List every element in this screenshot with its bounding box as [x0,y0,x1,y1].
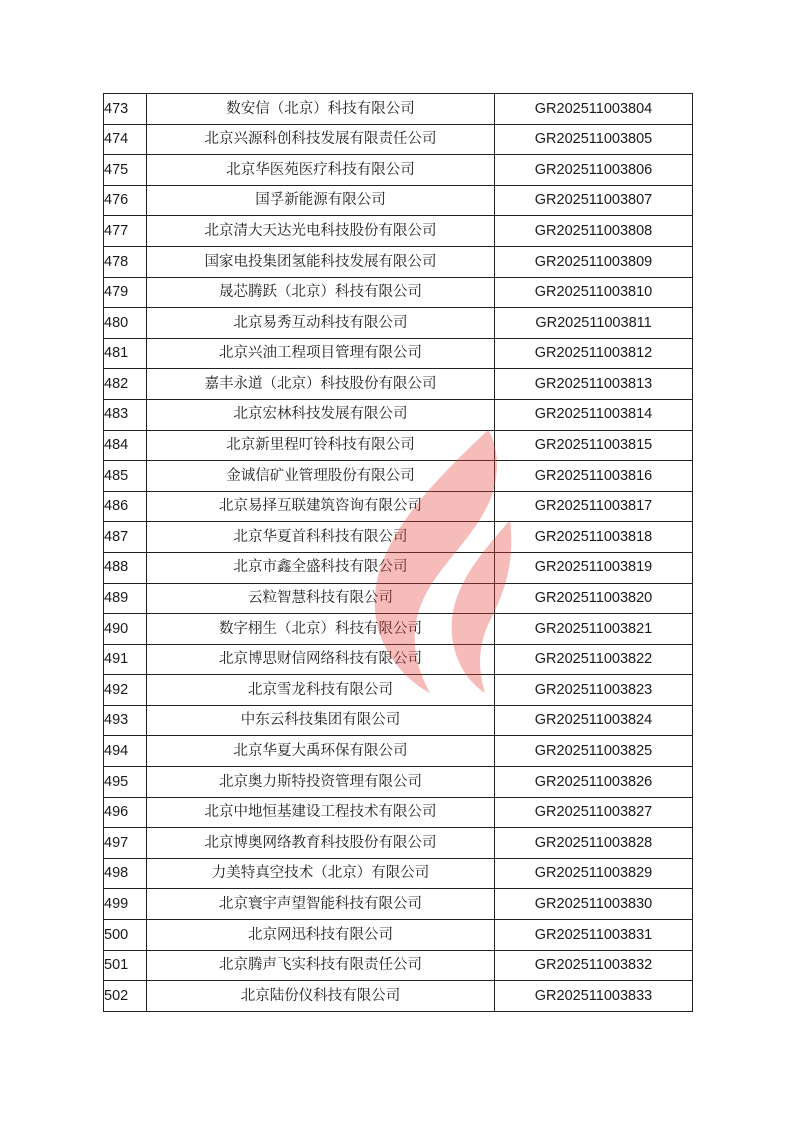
company-name: 晟芯腾跃（北京）科技有限公司 [147,277,495,308]
row-number: 478 [104,246,147,277]
table-row [104,338,693,369]
row-number: 496 [104,797,147,828]
certificate-code: GR202511003813 [495,369,693,400]
company-name: 北京网迅科技有限公司 [147,920,495,951]
company-name: 北京市鑫全盛科技有限公司 [147,552,495,583]
certificate-code: GR202511003817 [495,491,693,522]
certificate-code: GR202511003822 [495,644,693,675]
certificate-code: GR202511003823 [495,675,693,706]
certificate-code: GR202511003829 [495,858,693,889]
table-row [104,399,693,430]
company-name: 北京华夏首科科技有限公司 [147,522,495,553]
table-row [104,736,693,767]
row-number: 486 [104,491,147,522]
company-name: 北京兴油工程项目管理有限公司 [147,338,495,369]
certificate-code: GR202511003833 [495,981,693,1012]
certificate-code: GR202511003807 [495,185,693,216]
certificate-code: GR202511003806 [495,155,693,186]
certificate-code: GR202511003824 [495,705,693,736]
certificate-code: GR202511003826 [495,767,693,798]
row-number: 490 [104,614,147,645]
row-number: 488 [104,552,147,583]
row-number: 500 [104,920,147,951]
table-row [104,767,693,798]
company-name: 北京易择互联建筑咨询有限公司 [147,491,495,522]
row-number: 498 [104,858,147,889]
row-number: 494 [104,736,147,767]
certificate-code: GR202511003804 [495,94,693,125]
company-name: 北京腾声飞实科技有限责任公司 [147,950,495,981]
table-row [104,644,693,675]
certificate-code: GR202511003809 [495,246,693,277]
table-row [104,950,693,981]
row-number: 499 [104,889,147,920]
row-number: 480 [104,308,147,339]
company-name: 北京奥力斯特投资管理有限公司 [147,767,495,798]
row-number: 475 [104,155,147,186]
company-name: 力美特真空技术（北京）有限公司 [147,858,495,889]
table-row [104,981,693,1012]
row-number: 493 [104,705,147,736]
table-row [104,430,693,461]
table-row [104,124,693,155]
table-row [104,797,693,828]
company-name: 北京华医苑医疗科技有限公司 [147,155,495,186]
company-name: 云粒智慧科技有限公司 [147,583,495,614]
company-name: 北京博奥网络教育科技股份有限公司 [147,828,495,859]
table-row [104,522,693,553]
table-row [104,491,693,522]
certificate-table [103,93,693,1012]
certificate-code: GR202511003832 [495,950,693,981]
table-row [104,614,693,645]
company-name: 国孚新能源有限公司 [147,185,495,216]
table-row [104,552,693,583]
row-number: 484 [104,430,147,461]
certificate-code: GR202511003828 [495,828,693,859]
certificate-code: GR202511003808 [495,216,693,247]
certificate-code: GR202511003825 [495,736,693,767]
certificate-code: GR202511003818 [495,522,693,553]
row-number: 489 [104,583,147,614]
certificate-code: GR202511003821 [495,614,693,645]
certificate-code: GR202511003820 [495,583,693,614]
table-row [104,308,693,339]
row-number: 474 [104,124,147,155]
row-number: 491 [104,644,147,675]
company-name: 中东云科技集团有限公司 [147,705,495,736]
certificate-code: GR202511003814 [495,399,693,430]
table-row [104,675,693,706]
row-number: 483 [104,399,147,430]
table-row [104,705,693,736]
table-row [104,216,693,247]
company-name: 北京兴源科创科技发展有限责任公司 [147,124,495,155]
row-number: 482 [104,369,147,400]
table-row [104,920,693,951]
company-name: 北京易秀互动科技有限公司 [147,308,495,339]
table-row [104,185,693,216]
row-number: 501 [104,950,147,981]
company-name: 数安信（北京）科技有限公司 [147,94,495,125]
company-name: 北京新里程叮铃科技有限公司 [147,430,495,461]
table-body [104,94,693,1012]
certificate-code: GR202511003819 [495,552,693,583]
table-row [104,277,693,308]
company-name: 北京博思财信网络科技有限公司 [147,644,495,675]
table-row [104,369,693,400]
table-row [104,94,693,125]
certificate-code: GR202511003805 [495,124,693,155]
company-name: 北京寰宇声望智能科技有限公司 [147,889,495,920]
company-name: 嘉丰永道（北京）科技股份有限公司 [147,369,495,400]
company-name: 国家电投集团氢能科技发展有限公司 [147,246,495,277]
table-row [104,246,693,277]
company-name: 北京清大天达光电科技股份有限公司 [147,216,495,247]
company-name: 金诚信矿业管理股份有限公司 [147,461,495,492]
table-row [104,828,693,859]
row-number: 476 [104,185,147,216]
certificate-code: GR202511003831 [495,920,693,951]
row-number: 497 [104,828,147,859]
company-name: 北京雪龙科技有限公司 [147,675,495,706]
table-row [104,858,693,889]
company-name: 北京陆份仪科技有限公司 [147,981,495,1012]
row-number: 487 [104,522,147,553]
certificate-code: GR202511003827 [495,797,693,828]
certificate-code: GR202511003830 [495,889,693,920]
row-number: 481 [104,338,147,369]
row-number: 479 [104,277,147,308]
certificate-code: GR202511003816 [495,461,693,492]
row-number: 485 [104,461,147,492]
company-name: 北京中地恒基建设工程技术有限公司 [147,797,495,828]
row-number: 495 [104,767,147,798]
row-number: 502 [104,981,147,1012]
company-name: 北京华夏大禹环保有限公司 [147,736,495,767]
row-number: 473 [104,94,147,125]
certificate-code: GR202511003810 [495,277,693,308]
certificate-code: GR202511003811 [495,308,693,339]
table-row [104,155,693,186]
certificate-code: GR202511003812 [495,338,693,369]
company-name: 数字栩生（北京）科技有限公司 [147,614,495,645]
certificate-code: GR202511003815 [495,430,693,461]
row-number: 492 [104,675,147,706]
row-number: 477 [104,216,147,247]
table-row [104,889,693,920]
company-name: 北京宏林科技发展有限公司 [147,399,495,430]
table-row [104,583,693,614]
table-row [104,461,693,492]
